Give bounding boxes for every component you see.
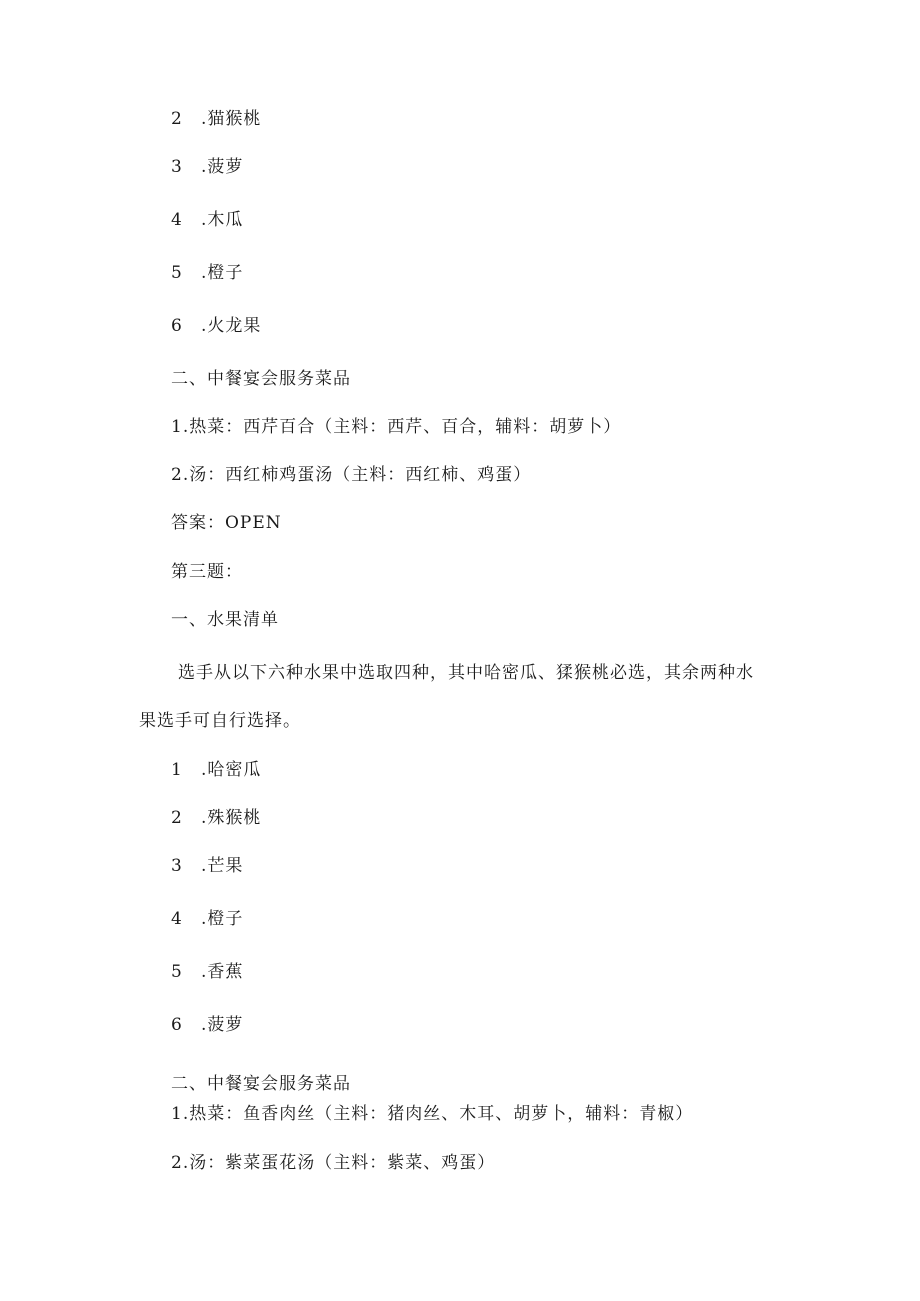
section-heading: 二、中餐宴会服务菜品	[171, 369, 351, 389]
fruit-item	[171, 209, 243, 231]
dish-line: 2.汤：西红柿鸡蛋汤（主料：西红柿、鸡蛋）	[171, 465, 532, 485]
item-label: .哈密瓜	[201, 760, 262, 780]
item-number: 3	[171, 856, 183, 876]
item-label: .殊猴桃	[201, 808, 262, 828]
question-heading: 第三题：	[171, 562, 243, 582]
fruit-item	[171, 315, 261, 337]
fruit-item	[171, 855, 243, 877]
item-label: .火龙果	[201, 316, 262, 336]
paragraph-line: 果选手可自行选择。	[139, 711, 301, 731]
item-number: 6	[171, 316, 183, 336]
paragraph-line: 选手从以下六种水果中选取四种，其中哈密瓜、猱猴桃必选，其余两种水	[178, 663, 754, 683]
dish-line: 1.热菜：鱼香肉丝（主料：猪肉丝、木耳、胡萝卜，辅料：青椒）	[171, 1104, 694, 1124]
fruit-item	[171, 156, 243, 178]
item-label: .芒果	[201, 856, 244, 876]
item-label: .木瓜	[201, 210, 244, 230]
answer-line: 答案：OPEN	[171, 513, 282, 533]
item-number: 2	[171, 808, 183, 828]
item-number: 3	[171, 157, 183, 177]
fruit-item	[171, 908, 243, 930]
fruit-item	[171, 961, 243, 983]
item-number: 4	[171, 909, 183, 929]
fruit-item	[171, 759, 261, 781]
item-label: .橙子	[201, 909, 244, 929]
item-label: .猫猴桃	[201, 109, 262, 129]
fruit-item	[171, 1014, 243, 1036]
item-label: .香蕉	[201, 962, 244, 982]
fruit-item	[171, 262, 243, 284]
section-heading: 一、水果清单	[171, 610, 279, 630]
section-heading: 二、中餐宴会服务菜品	[171, 1074, 351, 1094]
item-number: 6	[171, 1015, 183, 1035]
item-number: 4	[171, 210, 183, 230]
item-label: .菠萝	[201, 1015, 244, 1035]
dish-line: 2.汤：紫菜蛋花汤（主料：紫菜、鸡蛋）	[171, 1153, 496, 1173]
item-label: .橙子	[201, 263, 244, 283]
dish-line: 1.热菜：西芹百合（主料：西芹、百合，辅料：胡萝卜）	[171, 417, 622, 437]
item-label: .菠萝	[201, 157, 244, 177]
item-number: 5	[171, 962, 183, 982]
fruit-item	[171, 108, 261, 130]
fruit-item	[171, 807, 261, 829]
item-number: 1	[171, 760, 183, 780]
item-number: 5	[171, 263, 183, 283]
item-number: 2	[171, 109, 183, 129]
